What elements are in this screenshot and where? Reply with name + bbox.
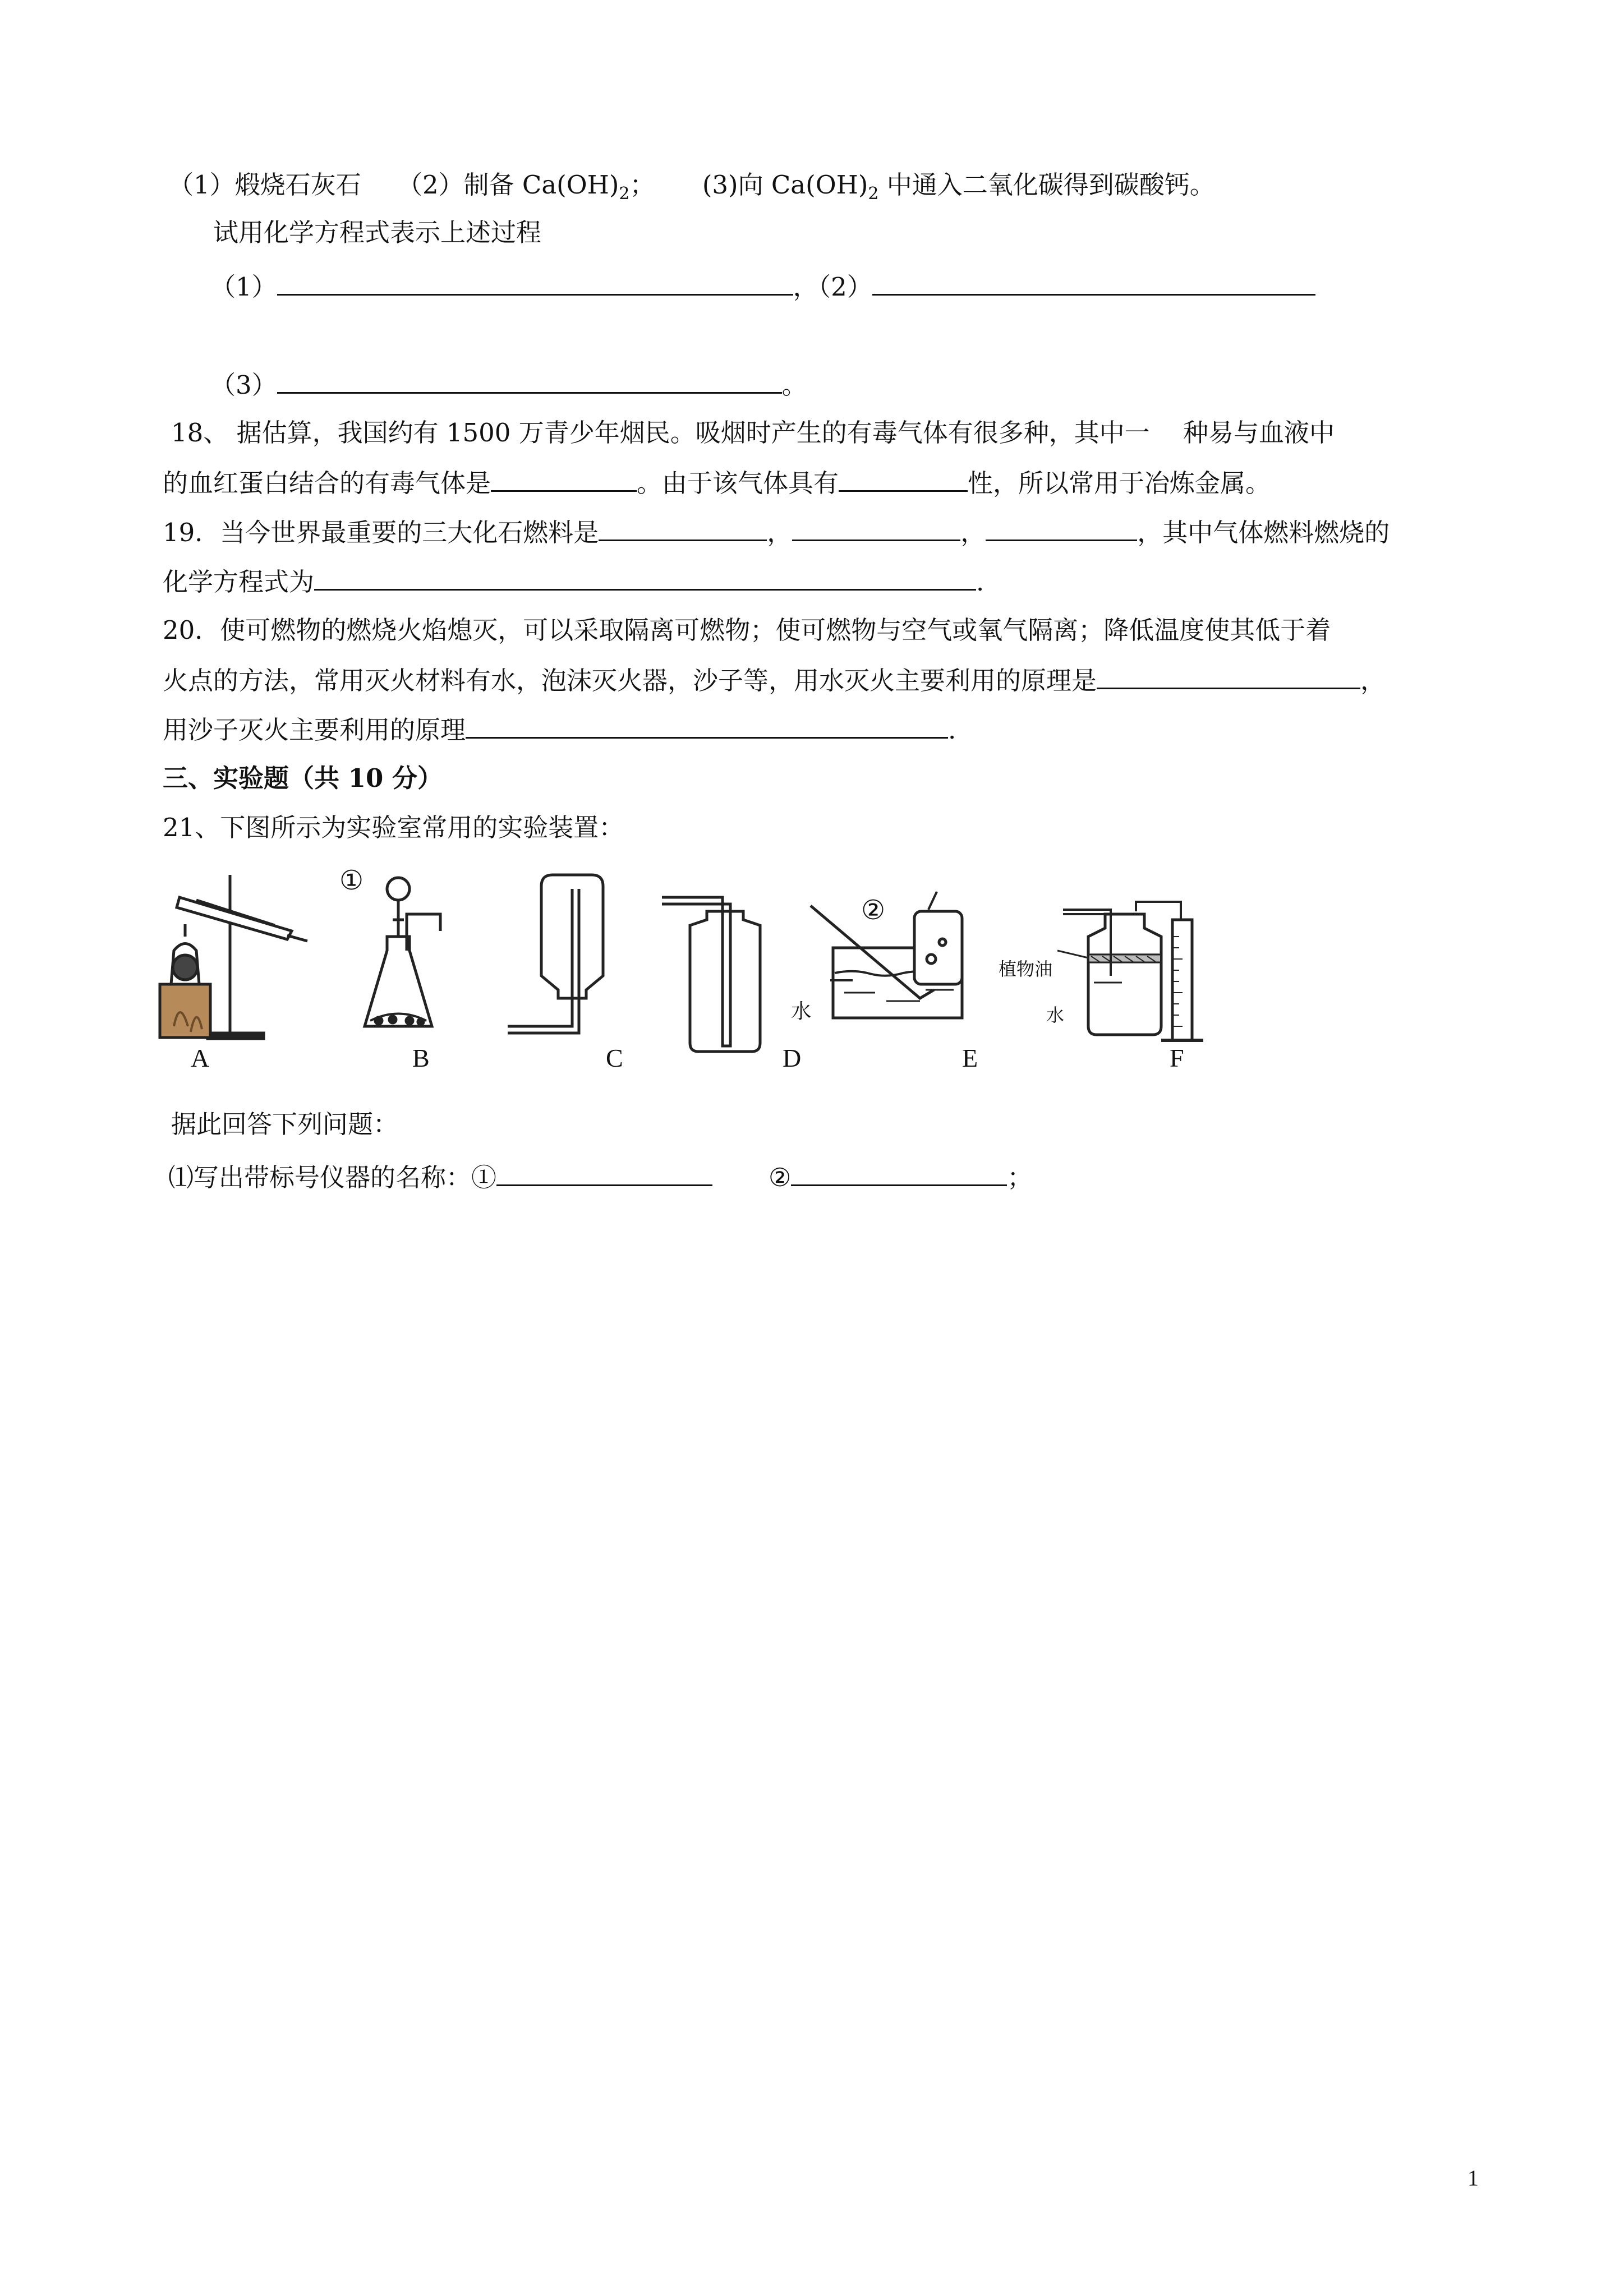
label-c: C bbox=[606, 1044, 623, 1072]
q18-line-2: 的血红蛋白结合的有毒气体是 。由于该气体具有 性，所以常用于冶炼金属。 bbox=[163, 465, 1271, 500]
q18-line-1: 18、 据估算，我国约有 1500 万青少年烟民。吸烟时产生的有毒气体有很多种，其中一 种易与血液中 bbox=[171, 418, 1335, 448]
q20-blank-sand[interactable] bbox=[466, 712, 948, 739]
label-f: F bbox=[1170, 1044, 1184, 1072]
label-water-f: 水 bbox=[1046, 1005, 1065, 1025]
q21-blank-instrument-1[interactable] bbox=[496, 1160, 712, 1186]
q21-sub-question-1: ⑴写出带标号仪器的名称：① ② ； bbox=[168, 1160, 1032, 1195]
q17-instruction: 试用化学方程式表示上述过程 bbox=[213, 218, 542, 247]
q17-answer-row-1: （1） ，（2） bbox=[210, 269, 1315, 304]
q19-blank-fuel-2[interactable] bbox=[792, 515, 960, 541]
q17-step2: （2）制备 $Ca(OH)_2$； bbox=[397, 170, 655, 204]
q18-blank-property[interactable] bbox=[839, 465, 968, 492]
q21-blank-instrument-2[interactable] bbox=[791, 1160, 1007, 1186]
apparatus-d-gas-bottle bbox=[662, 897, 760, 1052]
q17-blank-2[interactable] bbox=[872, 269, 1315, 296]
page-number: 1 bbox=[1467, 2165, 1479, 2191]
q19-line-1: 19．当今世界最重要的三大化石燃料是 ， ， ，其中气体燃料燃烧的 bbox=[163, 515, 1390, 550]
q17-blank-3[interactable] bbox=[277, 367, 782, 394]
label-vegetable-oil: 植物油 bbox=[999, 959, 1053, 979]
apparatus-a-heating-setup bbox=[160, 875, 307, 1039]
q20-line-1: 20．使可燃物的燃烧火焰熄灭，可以采取隔离可燃物；使可燃物与空气或氧气隔离；降低温度使其低于着 bbox=[163, 615, 1331, 645]
q21-intro: 21、下图所示为实验室常用的实验装置： bbox=[163, 813, 624, 842]
apparatus-e-water-trough bbox=[811, 892, 962, 1018]
apparatus-f-oil-water-cylinder bbox=[1057, 902, 1203, 1040]
apparatus-figure bbox=[157, 858, 1251, 1082]
marker-1: ① bbox=[339, 866, 364, 896]
q20-line-2: 火点的方法，常用灭火材料有水，泡沫灭火器，沙子等，用水灭火主要利用的原理是 ， bbox=[163, 663, 1386, 698]
q17-step1: （1）煅烧石灰石 bbox=[168, 170, 361, 200]
q19-blank-fuel-3[interactable] bbox=[986, 515, 1137, 541]
marker-2: ② bbox=[861, 896, 886, 925]
q19-blank-fuel-1[interactable] bbox=[599, 515, 767, 541]
q20-line-3: 用沙子灭火主要利用的原理 . bbox=[163, 712, 956, 747]
q17-answer-row-2: （3） 。 bbox=[210, 367, 807, 402]
apparatus-b-flask-with-funnel bbox=[365, 878, 440, 1026]
q19-blank-equation[interactable] bbox=[314, 564, 976, 591]
q17-step3: (3)向 $Ca(OH)_2$ 中通入二氧化碳得到碳酸钙。 bbox=[702, 170, 1215, 204]
label-e: E bbox=[962, 1044, 978, 1072]
section-3-heading: 三、实验题（共 10 分） bbox=[163, 763, 443, 793]
q17-blank-1[interactable] bbox=[277, 269, 793, 296]
label-d: D bbox=[783, 1044, 802, 1072]
label-a: A bbox=[191, 1044, 210, 1072]
q17-steps bbox=[168, 168, 1215, 211]
q19-line-2: 化学方程式为 . bbox=[163, 564, 984, 599]
apparatus-c-inverted-bottle bbox=[508, 875, 603, 1033]
q20-blank-water[interactable] bbox=[1097, 663, 1360, 689]
label-b: B bbox=[412, 1044, 430, 1072]
q18-blank-gas[interactable] bbox=[491, 465, 637, 492]
q21-answer-prompt: 据此回答下列问题： bbox=[171, 1109, 399, 1139]
label-water-e: 水 bbox=[791, 1000, 812, 1022]
